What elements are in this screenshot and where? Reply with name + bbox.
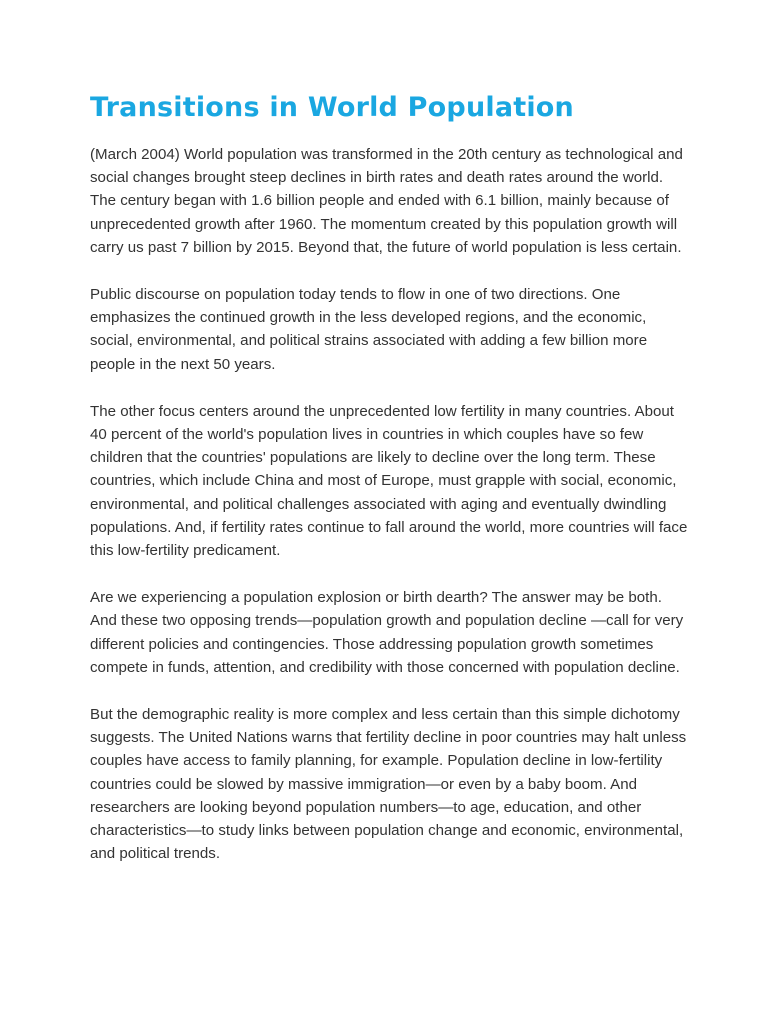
paragraph-public-discourse: Public discourse on population today tends to flow in one of two directions. One emphasizes the continued growth in the less developed regions, and the economic, social, environmental, and political strains associated with adding a few billion more people in the next 50 years. xyxy=(90,286,648,373)
paragraph-intro: (March 2004) World population was transformed in the 20th century as technological and social changes brought steep declines in birth rates and death rates around the world. The century began with 1.6 billion people and ended with 6.1 billion, mainly because of unprecedented growth after 1960. The momentum created by this population growth will carry us past 7 billion by 2015. Beyond that, the future of world population is less certain. xyxy=(90,146,683,256)
page-title: Transitions in World Population xyxy=(90,92,574,123)
paragraph-demographic-reality: But the demographic reality is more complex and less certain than this simple dichotomy suggests. The United Nations warns that fertility decline in poor countries may halt unless couples have access to family planning, for example. Population decline in low-fertility countries could be slowed by massive immigration—or even by a baby boom. And researchers are looking beyond population numbers—to age, education, and other characteristics—to study links between population change and economic, environmental, and political trends. xyxy=(90,706,687,863)
document-page xyxy=(90,88,690,889)
paragraph-low-fertility: The other focus centers around the unprecedented low fertility in many countries. About 40 percent of the world's population lives in countries in which couples have so few children that the countries' populations are likely to decline over the long term. These countries, which include China and most of Europe, must grapple with social, economic, environmental, and political challenges associated with aging and eventually dwindling populations. And, if fertility rates continue to fall around the world, more countries will face this low-fertility predicament. xyxy=(90,402,688,560)
paragraph-explosion-or-dearth: Are we experiencing a population explosion or birth dearth? The answer may be both. And these two opposing trends—population growth and population decline —call for very different policies and contingencies. Those addressing population growth sometimes compete in funds, attention, and credibility with those concerned with population decline. xyxy=(90,589,684,676)
